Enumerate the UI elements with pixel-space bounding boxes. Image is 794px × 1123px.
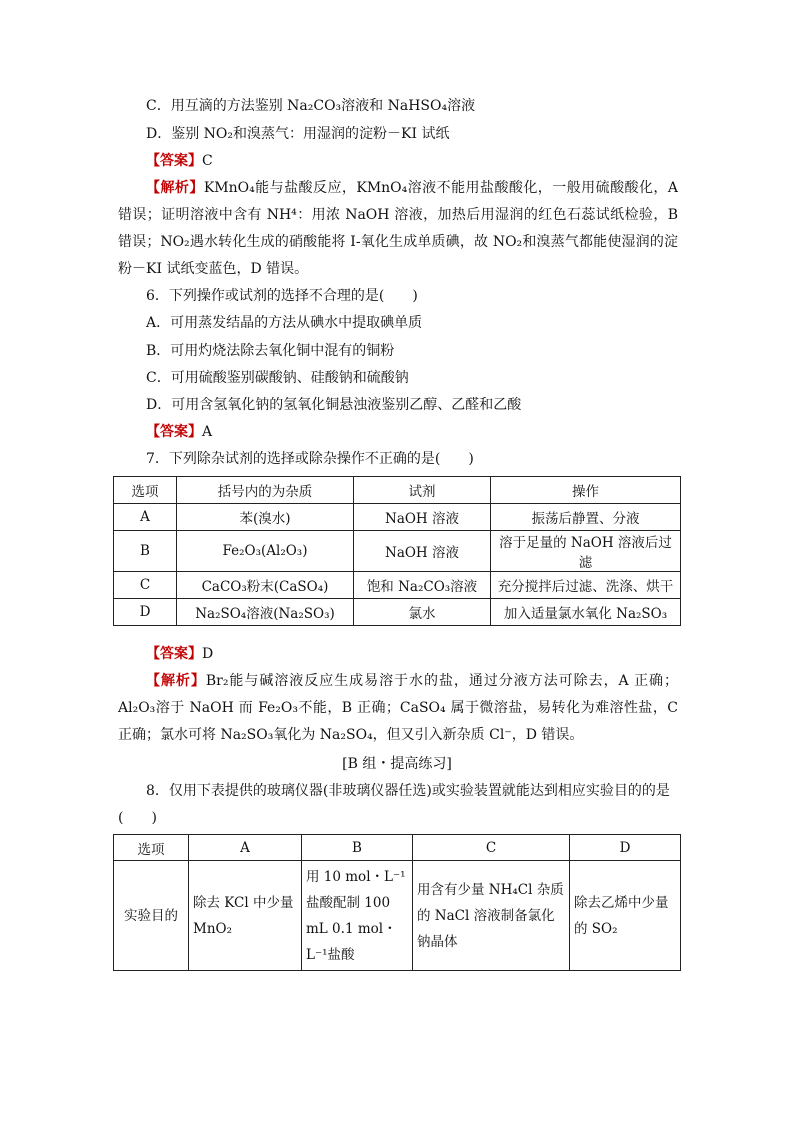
q5-explanation: [118, 175, 678, 283]
option-c: C．用互滴的方法鉴别 Na₂CO₃溶液和 NaHSO₄溶液: [146, 98, 476, 114]
table-header: C: [413, 835, 570, 861]
table-row: [114, 861, 681, 971]
q7-explanation: [118, 668, 678, 749]
table-cell: Na₂SO₄溶液(Na₂SO₃): [177, 599, 354, 626]
table-cell: 除去乙烯中少量的 SO₂: [570, 861, 681, 971]
table-header: 选项: [114, 477, 177, 504]
q6-stem: 6．下列操作或试剂的选择不合理的是( ): [146, 288, 418, 304]
q7-table: [113, 476, 681, 626]
explanation-text: Br₂能与碱溶液反应生成易溶于水的盐，通过分液方法可除去，A 正确；Al₂O₃溶于 NaOH 而 Fe₂O₃不能，B 正确；CaSO₄ 属于微溶盐，易转化为难溶性盐，C 正确；氯水可将 Na₂SO₃氧化为 Na₂SO₄，但又引入新杂质 Cl⁻，D 错误。: [118, 673, 679, 743]
q8-stem: 8．仅用下表提供的玻璃仪器(非玻璃仪器任选)或实验装置就能达到相应实验目的的是: [146, 783, 670, 799]
table-cell: 充分搅拌后过滤、洗涤、烘干: [491, 572, 681, 599]
table-cell: 氯水: [354, 599, 491, 626]
table-header-row: [114, 835, 681, 861]
table-cell: 加入适量氯水氧化 Na₂SO₃: [491, 599, 681, 626]
answer-tag: 【答案】: [146, 153, 202, 169]
explain-tag: 【解析】: [146, 673, 206, 689]
q6-option-c: C．可用硫酸鉴别碳酸钠、硅酸钠和硫酸钠: [146, 370, 409, 386]
row-label: 实验目的: [114, 861, 189, 971]
table-row: [114, 572, 681, 599]
table-row: [114, 504, 681, 531]
answer-tag: 【答案】: [146, 646, 202, 662]
table-cell: 用 10 mol・L⁻¹ 盐酸配制 100 mL 0.1 mol・L⁻¹盐酸: [302, 861, 413, 971]
table-header: 试剂: [354, 477, 491, 504]
q6-option-d: D．可用含氢氧化钠的氢氧化铜悬浊液鉴别乙醇、乙醛和乙酸: [146, 397, 522, 413]
explain-tag: 【解析】: [146, 180, 204, 196]
table-cell: B: [114, 531, 177, 572]
option-d: D．鉴别 NO₂和溴蒸气：用湿润的淀粉－KI 试纸: [146, 126, 450, 142]
q7-answer: [146, 644, 213, 664]
q5-answer: [146, 151, 213, 171]
table-cell: Fe₂O₃(Al₂O₃): [177, 531, 354, 572]
table-header-row: [114, 477, 681, 504]
q6-answer: [146, 422, 212, 442]
table-cell: 苯(溴水): [177, 504, 354, 531]
table-cell: NaOH 溶液: [354, 531, 491, 572]
answer-tag: 【答案】: [146, 424, 202, 440]
q6-option-b: B．可用灼烧法除去氧化铜中混有的铜粉: [146, 343, 395, 359]
table-cell: NaOH 溶液: [354, 504, 491, 531]
table-cell: 饱和 Na₂CO₃溶液: [354, 572, 491, 599]
q7-stem: 7．下列除杂试剂的选择或除杂操作不正确的是( ): [146, 451, 474, 467]
table-cell: 除去 KCl 中少量 MnO₂: [189, 861, 302, 971]
table-header: D: [570, 835, 681, 861]
q6-option-a: A．可用蒸发结晶的方法从碘水中提取碘单质: [146, 315, 423, 331]
explanation-text: KMnO₄能与盐酸反应，KMnO₄溶液不能用盐酸酸化，一般用硫酸酸化，A 错误；证明溶液中含有 NH⁴：用浓 NaOH 溶液，加热后用湿润的红色石蕊试纸检验，B 错误；NO₂遇水转化生成的硝酸能将 I-氧化生成单质碘，故 NO₂和溴蒸气都能使湿润的淀粉－KI 试纸变蓝色，D 错误。: [118, 180, 678, 277]
table-header: A: [189, 835, 302, 861]
table-header: 选项: [114, 835, 189, 861]
table-row: [114, 599, 681, 626]
table-header: 操作: [491, 477, 681, 504]
table-cell: A: [114, 504, 177, 531]
table-cell: 用含有少量 NH₄Cl 杂质的 NaCl 溶液制备氯化钠晶体: [413, 861, 570, 971]
q8-table: [113, 834, 681, 971]
answer-value: A: [202, 424, 213, 440]
table-header: 括号内的为杂质: [177, 477, 354, 504]
table-row: [114, 531, 681, 572]
table-cell: C: [114, 572, 177, 599]
table-header: B: [302, 835, 413, 861]
section-heading: [B 组・提高练习]: [342, 756, 452, 772]
table-cell: D: [114, 599, 177, 626]
table-cell: 振荡后静置、分液: [491, 504, 681, 531]
answer-value: C: [202, 153, 213, 169]
table-cell: 溶于足量的 NaOH 溶液后过滤: [491, 531, 681, 572]
table-cell: CaCO₃粉末(CaSO₄): [177, 572, 354, 599]
answer-value: D: [202, 646, 214, 662]
q8-stem-paren: ( ): [118, 810, 157, 826]
